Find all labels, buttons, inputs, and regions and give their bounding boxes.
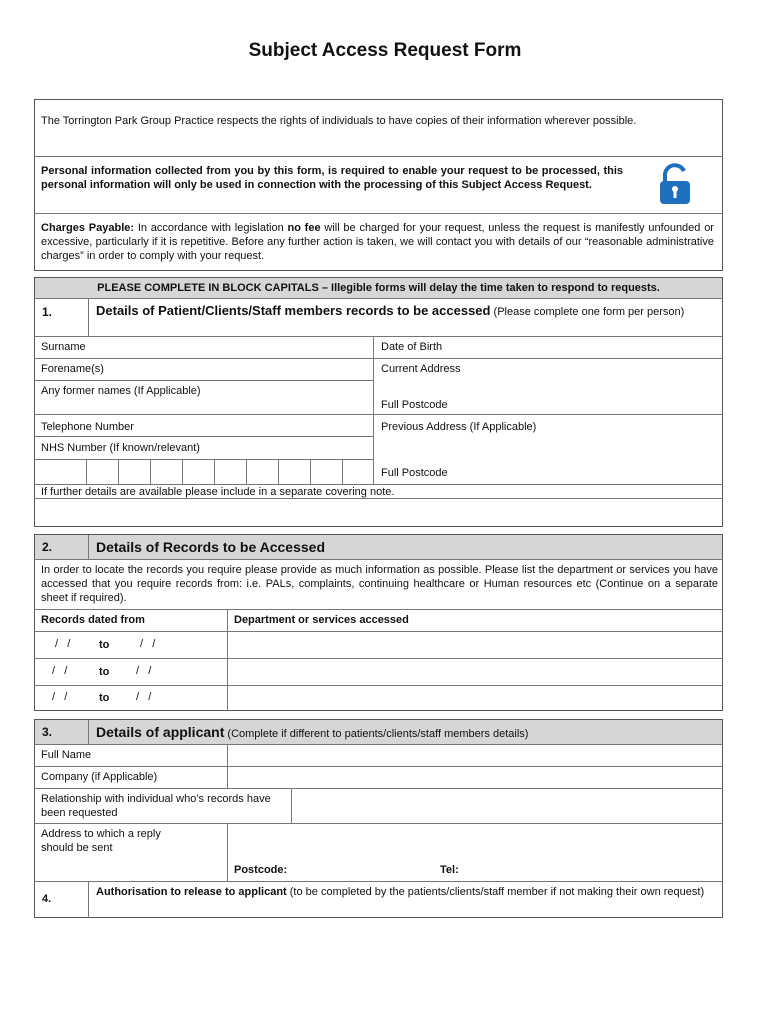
company-label: Company (if Applicable) [41,771,158,783]
date-until[interactable]: / / [136,665,152,677]
relationship-field[interactable] [293,789,721,822]
full-postcode-label: Full Postcode [381,399,448,411]
section4-title: Authorisation to release to applicant [96,886,287,898]
forenames-field[interactable] [120,359,370,379]
department-field[interactable] [229,659,721,684]
department-header: Department or services accessed [234,614,409,626]
section1-heading [96,304,716,319]
full-postcode-field[interactable] [470,395,720,413]
date-until[interactable]: / / [136,691,152,703]
dob-field[interactable] [460,337,720,357]
date-to-label: to [99,639,110,651]
banner-text: PLEASE COMPLETE IN BLOCK CAPITALS – Illegible forms will delay the time taken to respond to requests. [97,282,660,294]
section3-note: (Complete if different to patients/clients/staff members details) [227,728,529,740]
nhs-digit-box[interactable] [151,460,182,484]
date-to-label: to [99,692,110,704]
charges-no-fee: no fee [287,222,321,234]
divider [34,414,723,415]
date-from[interactable]: / / [52,691,68,703]
telephone-field[interactable] [160,415,370,436]
relationship-label: Relationship with individual who’s records have been requested [41,793,271,819]
charges-text [41,221,714,263]
section4-note: (to be completed by the patients/clients/staff member if not making their own request) [289,886,705,898]
divider [34,559,723,560]
nhs-digit-box[interactable] [183,460,214,484]
former-names-label: Any former names (If Applicable) [41,385,201,397]
full-name-label: Full Name [41,749,92,761]
section4-heading [96,885,716,899]
tel-label: Tel: [440,864,459,876]
section2-instructions: In order to locate the records you require please provide as much information as possible. Please list the department or services you have accessed that you require records from: i.e. PALs, complaints, continuing healthcare or Human resources etc (Continue on a separate sheet if required). [41,564,718,604]
section4-number: 4. [42,893,52,905]
postcode-field[interactable] [300,861,430,880]
nhs-digit-box[interactable] [247,460,278,484]
surname-label: Surname [41,341,86,353]
divider [34,436,373,437]
charges-text-2: will be charged for your request, unless the request is manifestly unfounded or excessive, particularly if it is repetitive. Before any further action is taken, we will contact you with details of our “reasonable administrative charges” in order to comply with your request. [41,222,714,262]
full-name-field[interactable] [229,745,721,765]
nhs-digit-box[interactable] [279,460,310,484]
department-field[interactable] [229,686,721,710]
charges-label: Charges Payable: [41,222,135,234]
records-dated-header: Records dated from [41,614,145,626]
further-details-text: If further details are available please include in a separate covering note. [41,486,395,498]
current-address-label: Current Address [381,363,461,375]
nhs-digit-box[interactable] [311,460,342,484]
date-until[interactable]: / / [140,638,156,650]
section1-note: (Please complete one form per person) [493,306,685,318]
nhs-number-label: NHS Number (If known/relevant) [41,442,200,454]
full-postcode-2-field[interactable] [470,463,720,483]
divider [88,720,89,744]
nhs-digit-box[interactable] [35,460,86,484]
further-details-field[interactable] [35,499,722,526]
divider [34,881,723,882]
divider [34,213,723,214]
divider [34,380,373,381]
charges-text-1: In accordance with legislation [137,222,284,234]
company-field[interactable] [229,767,721,787]
reply-address-label: Address to which a reply should be sent [41,828,161,854]
surname-field[interactable] [110,337,370,357]
section2-title: Details of Records to be Accessed [96,539,326,555]
full-postcode-2-label: Full Postcode [381,467,448,479]
divider [88,881,89,918]
former-names-field[interactable] [36,398,370,414]
section1-number: 1. [42,305,53,319]
section3-title: Details of applicant [96,724,225,740]
personal-info-text: Personal information collected from you by this form, is required to enable your request to be processed, this personal information will only be used in connection with the processing of this Subject Access Request. [41,165,623,191]
intro-respect-text: The Torrington Park Group Practice respects the rights of individuals to have copies of their information wherever possible. [41,115,637,127]
divider [291,788,292,823]
date-from[interactable]: / / [52,665,68,677]
previous-address-label: Previous Address (If Applicable) [381,421,537,433]
divider [34,298,723,299]
current-address-field[interactable] [376,377,720,395]
telephone-label: Telephone Number [41,421,134,433]
department-field[interactable] [229,632,721,657]
divider [227,823,228,881]
nhs-digit-box[interactable] [215,460,246,484]
divider [34,609,723,610]
section3-heading [96,725,716,741]
page-title: Subject Access Request Form [248,40,522,61]
divider [34,156,723,157]
divider [227,609,228,711]
divider [88,535,89,559]
reply-address-field[interactable] [229,824,721,860]
postcode-label: Postcode: [234,864,288,876]
previous-address-field[interactable] [376,436,720,462]
nhs-digit-box[interactable] [87,460,118,484]
date-from[interactable]: / / [55,638,71,650]
section1-title: Details of Patient/Clients/Staff members records to be accessed [96,303,491,318]
nhs-digit-box[interactable] [119,460,150,484]
padlock-icon [657,162,693,206]
divider [88,298,89,336]
tel-field[interactable] [466,861,721,880]
nhs-digit-box[interactable] [343,460,373,484]
section2-number: 2. [42,540,53,554]
section3-number: 3. [42,725,53,739]
forenames-label: Forename(s) [41,363,104,375]
date-to-label: to [99,666,110,678]
dob-label: Date of Birth [381,341,443,353]
